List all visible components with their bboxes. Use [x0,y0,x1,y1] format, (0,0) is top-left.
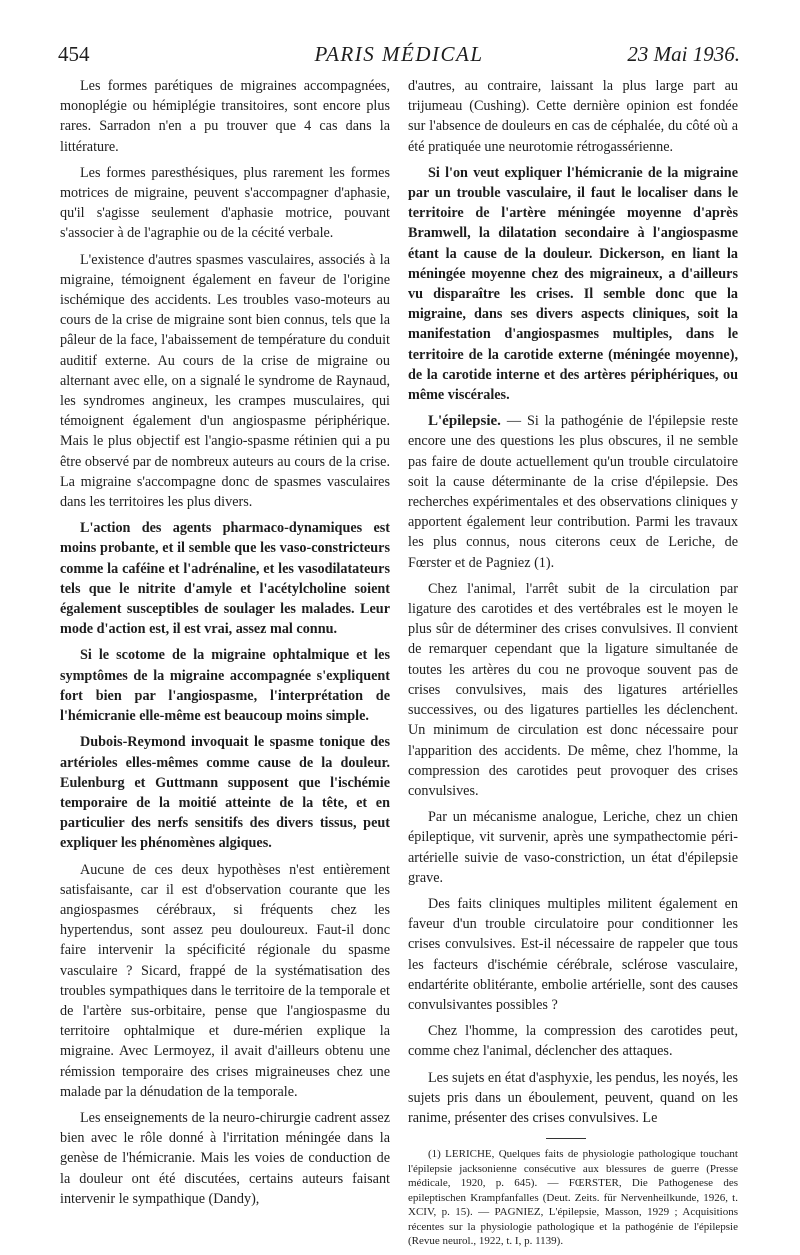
paragraph: Les enseignements de la neuro-chirurgie cadrent assez bien avec le rôle donné à l'irritation méningée dans la genèse de l'hémicranie. Mais les voies de conduction de la douleur ont été discutées, certains auteurs faisant intervenir le sympathique (Dandy), [60,1109,390,1207]
paragraph: Les formes parétiques de migraines accompagnées, monoplégie ou hémiplégie transitoires, sont encore plus rares. Sarradon n'en a pu trouver que 4 cas dans la littérature. [60,78,390,155]
right-column [408,76,738,1255]
paragraph: Chez l'animal, l'arrêt subit de la circulation par ligature des carotides et des vertébrales est le moyen le plus sûr de déterminer des crises convulsives. Il convient de remarquer cependant que la ligature simultanée de toutes les artères du cou ne provoque souvent pas de crises convulsives, mais des ligatures artérielles successives, ou des ligatures partielles les déclenchent. Un minimum de circulation est donc nécessaire pour l'apparition des accidents. De même, chez l'homme, la compression des carotides peut provoquer des crises convulsives. [408,580,738,799]
paragraph: Les sujets en état d'asphyxie, les pendus, les noyés, les sujets pris dans un éboulement, peuvent, quand on les ranime, présenter des crises convulsives. Le [408,1069,738,1126]
page-number: 454 [58,42,90,66]
paragraph: Par un mécanisme analogue, Leriche, chez un chien épileptique, vit survenir, après une sympathectomie péri-artérielle suivie de vaso-constriction, un état d'épilepsie grave. [408,809,738,886]
paragraph: Si l'on veut expliquer l'hémicranie de la migraine par un trouble vasculaire, il faut le localiser dans le territoire de l'artère méningée moyenne d'après Bramwell, la dilatation secondaire à l'angiospasme étant la cause de la douleur. Dickerson, en liant la méningée moyenne chez des migraineux, a d'ailleurs vu disparaître les crises. Il semble donc que la migraine, dans ses divers aspects cliniques, soit la manifestation d'angiospasmes multiples, dans le territoire de la carotide externe (méningée moyenne), de la carotide interne et des artères périphériques, ou même viscérales. [408,164,738,404]
footnote-divider [546,1138,586,1139]
paragraph: Si le scotome de la migraine ophtalmique et les symptômes de la migraine accompagnée s'expliquent fort bien par l'angiospasme, l'interprétation de l'hémicranie elle-même est beaucoup moins simple. [60,647,390,725]
section-heading: L'épilepsie. [428,413,501,430]
paragraph: L'action des agents pharmaco-dynamiques est moins probante, et il semble que les vaso-constricteurs comme la caféine et l'adrénaline, et les vasodilatateurs tels que le nitrite d'amyle et l'acétylcholine soient également susceptibles de soulager les malades. Leur mode d'action est, il est vrai, assez mal connu. [60,520,390,638]
paragraph: Chez l'homme, la compression des carotides peut, comme chez l'animal, déclencher des attaques. [408,1023,738,1060]
paragraph: Aucune de ces deux hypothèses n'est entièrement satisfaisante, car il est d'observation courante que les angiospasmes cérébraux, si fréquents chez les hypertendus, sont assez peu douloureux. Faut-il donc faire intervenir la spécificité régionale du spasme vasculaire ? Sicard, frappé de la systématisation des troubles sympathiques dans le territoire de la temporale et de l'artère sus-orbitaire, pense que l'angiospasme du territoire ophtalmique et dure-mérien explique la migraine. Avec Lermoyez, il avait d'ailleurs obtenu une rémission temporaire des crises migraineuses chez une malade par la dénudation de la temporale. [60,861,390,1100]
paragraph: Des faits cliniques multiples militent également en faveur d'un trouble circulatoire pour conditionner les crises convulsives. Est-il nécessaire de rappeler que tous les facteurs d'ischémie cérébrale, sclérose vasculaire, endartérite oblitérante, embolie artérielle, sont des causes convulsivantes possibles ? [408,895,738,1013]
journal-title: PARIS MÉDICAL [314,42,484,66]
running-head [58,40,740,74]
paragraph: d'autres, au contraire, laissant la plus large part au trijumeau (Cushing). Cette dernière opinion est fondée sur l'absence de douleurs en cas de céphalée, du côté où a été pratiquée une neurotomie rétrogassérienne. [408,78,738,155]
footnote: (1) LERICHE, Quelques faits de physiologie pathologique touchant l'épilepsie jacksonienne consécutive aux blessures de guerre (Presse médicale, 1920, p. 645). — FŒRSTER, Die Pathogenese des epileptischen Krampfanfalles (Deut. Zeits. für Nervenheilkunde, 1926, t. XCIV, p. 15). — PAGNIEZ, L'épilepsie, Masson, 1929 ; Acquisitions récentes sur la physiologie pathologique et la pathogénie de l'épilepsie (Revue neurol., 1922, t. I, p. 1139). [408,1148,738,1248]
paragraph [408,411,738,573]
issue-date: 23 Mai 1936. [627,42,740,66]
paragraph: Les formes paresthésiques, plus rarement les formes motrices de migraine, peuvent s'accompagner d'aphasie, qu'il s'agisse seulement d'aphasie motrice, pouvant s'associer à de l'agraphie ou de la cécité verbale. [60,164,390,242]
paragraph: L'existence d'autres spasmes vasculaires, associés à la migraine, témoignent également en faveur de l'origine ischémique des accidents. Les troubles vaso-moteurs au cours de la crise de migraine sont bien connus, tels que la pâleur de la face, l'abaissement de température du conduit auditif externe. Au cours de la crise de migraine ou alternant avec elle, on a signalé le syndrome de Raynaud, les syndromes angineux, les crampes musculaires, qui témoignent également d'un angiospasme périphérique. Mais le plus objectif est l'angio-spasme rétinien qui a pu être observé par de nombreux auteurs au cours de la crise. La migraine s'accompagne donc de spasmes vasculaires dans les territoires les plus divers. [60,251,390,511]
left-column [60,76,390,1215]
paragraph-text: — Si la pathogénie de l'épilepsie reste encore une des questions les plus obscures, il ne semble pas faire de doute actuellement qu'un trouble circulatoire soit la cause déterminante de la crise d'épilepsie. Des recherches expérimentales et des observations cliniques y apportent également leur contribution. Parmi les travaux les plus connus, nous citerons ceux de Leriche, de Fœrster et de Pagniez (1). [408,413,738,571]
paragraph: Dubois-Reymond invoquait le spasme tonique des artérioles elles-mêmes comme cause de la douleur. Eulenburg et Guttmann supposent que l'ischémie temporaire de la moitié atteinte de la tête, et en particulier des nerfs sensitifs des divers tissus, peut expliquer les phénomènes algiques. [60,734,390,852]
